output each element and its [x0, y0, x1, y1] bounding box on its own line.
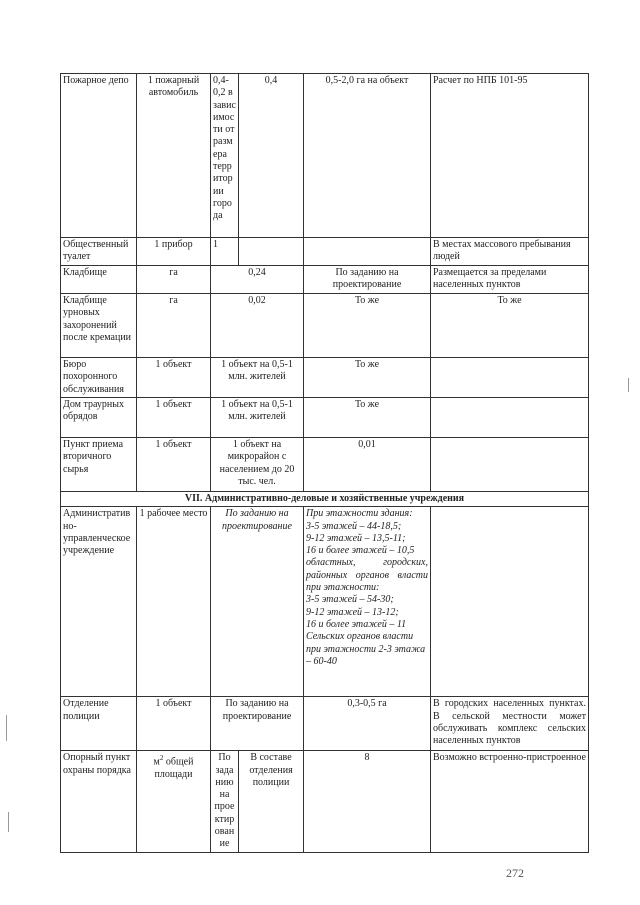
cell-unit: га [137, 294, 211, 358]
cell-unit: 1 объект [137, 697, 211, 751]
unit-sup: 2 [159, 754, 164, 763]
table-row [61, 438, 589, 492]
cell-note: В местах массового пребывания людей [431, 238, 589, 266]
cell-empty [431, 507, 589, 697]
cell-name: Административно-управленческое учреждение [61, 507, 137, 697]
table-row [61, 507, 589, 697]
cell-norm-a: По заданию на проектирование [211, 751, 239, 852]
cell-area: То же [304, 398, 431, 438]
table-row [61, 294, 589, 358]
norms-table [60, 73, 589, 853]
cell-name: Бюро похоронного обслуживания [61, 358, 137, 398]
area-line: 16 и более этажей – 10,5 [306, 545, 415, 557]
scan-artifact [6, 715, 7, 741]
table-row [61, 238, 589, 266]
cell-empty [431, 438, 589, 492]
cell-note: Размещается за пределами населенных пунктов [431, 266, 589, 294]
cell-name: Опорный пункт охраны порядка [61, 751, 137, 852]
cell-norm: По заданию на проектирование [211, 507, 304, 697]
area-line: 3-5 этажей – 44-18,5; [306, 520, 402, 532]
cell-area: То же [304, 358, 431, 398]
cell-unit: 1 объект [137, 398, 211, 438]
table-row [61, 697, 589, 751]
cell-note: Расчет по НПБ 101-95 [431, 74, 589, 238]
page-number: 272 [506, 866, 524, 880]
cell-empty [239, 238, 304, 266]
area-line: 9-12 этажей – 13,5-11; [306, 532, 406, 544]
table-row [61, 266, 589, 294]
table-row [61, 358, 589, 398]
cell-norm-b: 0,4 [239, 74, 304, 238]
scan-artifact [628, 378, 629, 392]
scan-artifact [8, 812, 9, 832]
cell-unit: га [137, 266, 211, 294]
cell-unit: 1 объект [137, 358, 211, 398]
cell-unit: 1 пожарный автомобиль [137, 74, 211, 238]
cell-empty [431, 398, 589, 438]
cell-name: Кладбище [61, 266, 137, 294]
cell-norm: 1 объект на 0,5-1 млн. жителей [211, 358, 304, 398]
cell-area: 0,5-2,0 га на объект [304, 74, 431, 238]
cell-area: По заданию на проектирование [304, 266, 431, 294]
area-line: 9-12 этажей – 13-12; [306, 606, 399, 618]
cell-area: То же [304, 294, 431, 358]
cell-unit [137, 751, 211, 852]
cell-empty [431, 358, 589, 398]
cell-norm: 0,02 [211, 294, 304, 358]
table-row [61, 751, 589, 852]
section-header-row [61, 492, 589, 507]
cell-empty [304, 238, 431, 266]
cell-unit: 1 рабочее место [137, 507, 211, 697]
cell-norm-a: 1 [211, 238, 239, 266]
area-line: 3-5 этажей – 54-30; [306, 594, 394, 606]
cell-area [304, 507, 431, 697]
cell-name: Общественный туалет [61, 238, 137, 266]
table-row [61, 398, 589, 438]
cell-note: Возможно встроенно-пристроенное [431, 751, 589, 852]
area-line: При этажности здания: [306, 508, 413, 520]
cell-unit: 1 прибор [137, 238, 211, 266]
area-line: 16 и более этажей – 11 [306, 618, 407, 630]
cell-norm: 1 объект на микрорайон с населением до 20 тыс. чел. [211, 438, 304, 492]
cell-note: То же [431, 294, 589, 358]
cell-name: Отделение полиции [61, 697, 137, 751]
section-title: VII. Административно-деловые и хозяйственные учреждения [61, 492, 589, 507]
cell-note: В городских населенных пунктах. В сельской местности может обслуживать комплекс сельских населенных пунктов [431, 697, 589, 751]
cell-norm: 0,24 [211, 266, 304, 294]
cell-name: Дом траурных обрядов [61, 398, 137, 438]
cell-name: Пожарное депо [61, 74, 137, 238]
cell-area: 0,01 [304, 438, 431, 492]
cell-norm-b: В составе отделения полиции [239, 751, 304, 852]
unit-text: общей площади [154, 756, 194, 780]
cell-unit: 1 объект [137, 438, 211, 492]
cell-norm: 1 объект на 0,5-1 млн. жителей [211, 398, 304, 438]
cell-area: 0,3-0,5 га [304, 697, 431, 751]
cell-name: Кладбище урновых захоронений после кремации [61, 294, 137, 358]
cell-area: 8 [304, 751, 431, 852]
unit-m: м [153, 756, 160, 768]
area-line: областных, городских, районных органов власти при этажности: [306, 557, 428, 594]
area-line: Сельских органов власти при этажности 2-3 этажа – 60-40 [306, 631, 426, 667]
cell-name: Пункт приема вторичного сырья [61, 438, 137, 492]
table-row [61, 74, 589, 238]
cell-norm-a: 0,4-0,2 в зависимости от размера территории города [211, 74, 239, 238]
cell-norm: По заданию на проектирование [211, 697, 304, 751]
